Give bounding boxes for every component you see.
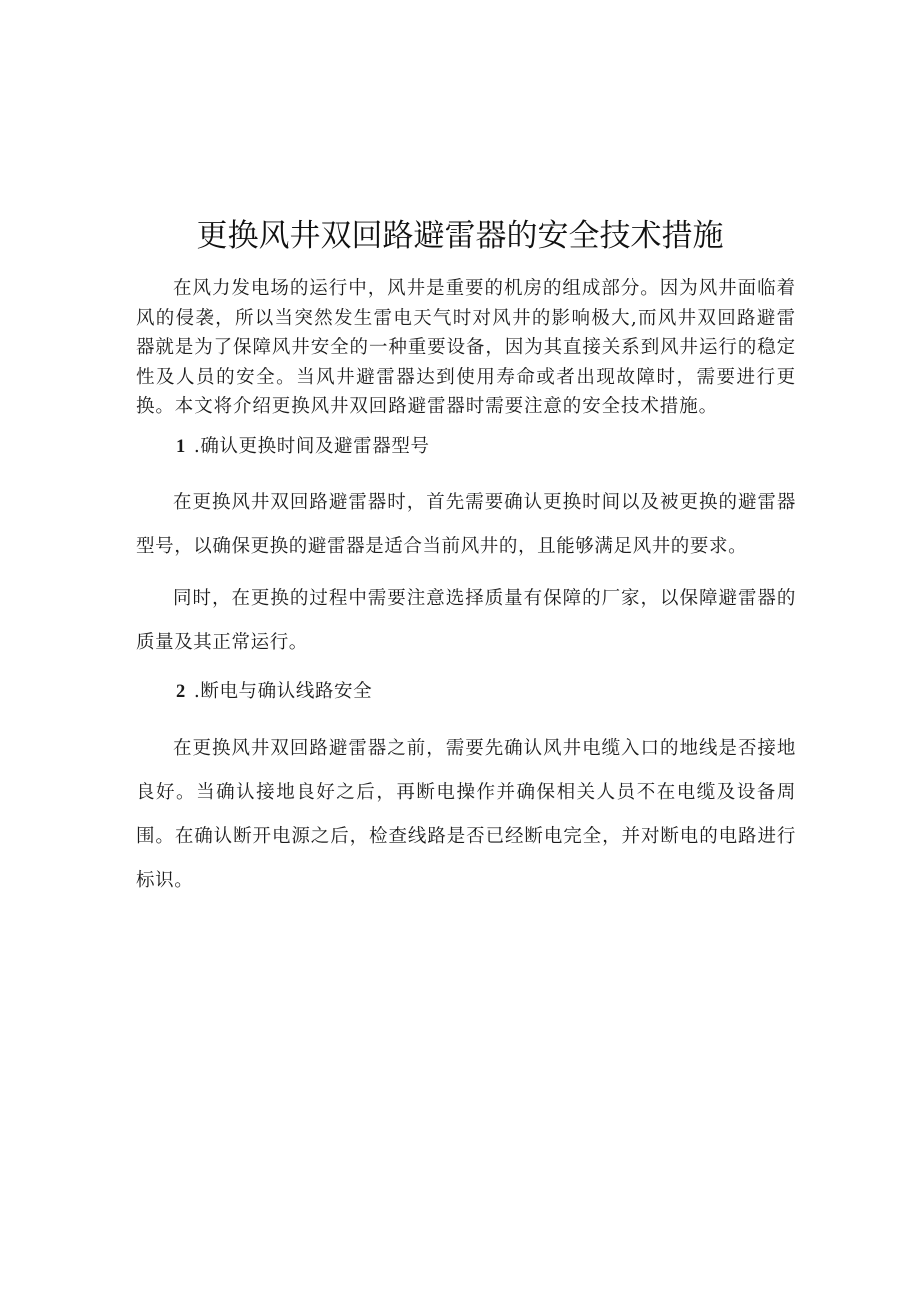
section-2-number: 2 <box>176 682 186 702</box>
section-1-paragraph-1: 在更换风井双回路避雷器时，首先需要确认更换时间以及被更换的避雷器型号，以确保更换的避雷器是适合当前风井的，且能够满足风井的要求。 <box>136 492 796 557</box>
section-2-paragraph-1: 在更换风井双回路避雷器之前，需要先确认风井电缆入口的地线是否接地良好。当确认接地良好之后，再断电操作并确保相关人员不在电缆及设备周围。在确认断开电源之后，检查线路是否已经断电完全，并对断电的电路进行标识。 <box>136 738 796 891</box>
section-1-heading <box>176 432 430 462</box>
section-1-title: .确认更换时间及避雷器型号 <box>193 436 430 457</box>
section-2-heading <box>176 677 372 707</box>
section-2-title: .断电与确认线路安全 <box>193 681 373 702</box>
intro-paragraph: 在风力发电场的运行中，风井是重要的机房的组成部分。因为风井面临着风的侵袭，所以当突然发生雷电天气时对风井的影响极大,而风井双回路避雷器就是为了保障风井安全的一种重要设备，因为其直接关系到风井运行的稳定性及人员的安全。当风井避雷器达到使用寿命或者出现故障时，需要进行更换。本文将介绍更换风井双回路避雷器时需要注意的安全技术措施。 <box>136 278 796 417</box>
section-1-number: 1 <box>176 437 186 457</box>
document-title: 更换风井双回路避雷器的安全技术措施 <box>196 218 724 254</box>
section-1-paragraph-2: 同时，在更换的过程中需要注意选择质量有保障的厂家，以保障避雷器的质量及其正常运行。 <box>136 588 796 653</box>
